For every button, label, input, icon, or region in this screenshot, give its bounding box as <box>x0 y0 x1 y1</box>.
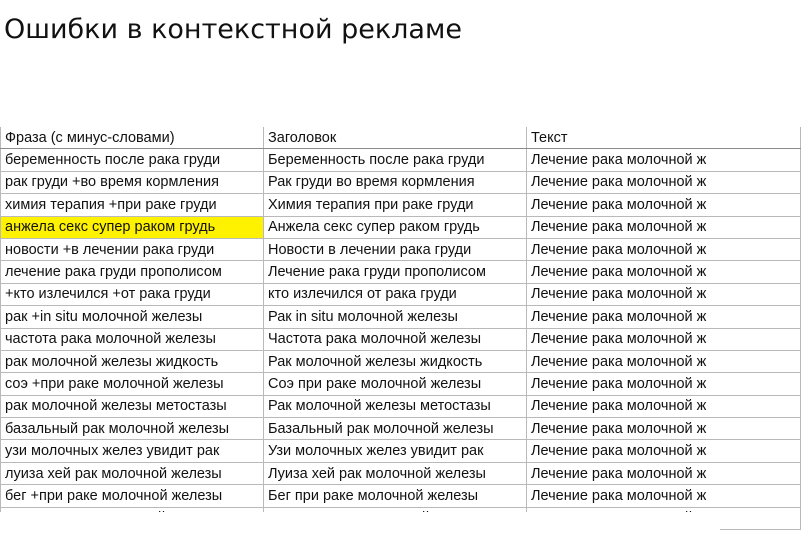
table-row <box>1 306 801 328</box>
table-row <box>1 171 801 193</box>
cell-headline[interactable]: Химия терапия при раке груди <box>264 194 527 216</box>
table-row <box>1 373 801 395</box>
cell-headline[interactable]: Беременность после рака груди <box>264 149 527 171</box>
column-header-text[interactable]: Текст <box>527 127 801 149</box>
cell-phrase[interactable]: соэ +при раке молочной железы <box>1 373 264 395</box>
cell-headline[interactable]: кто излечился от рака груди <box>264 283 527 305</box>
cell-phrase[interactable]: базальный рак молочной железы <box>1 418 264 440</box>
cell-headline[interactable]: Луиза хей рак молочной железы <box>264 462 527 484</box>
cell-ad-text[interactable]: Лечение рака молочной ж <box>527 171 801 193</box>
cell-headline[interactable]: Лечение рака груди прополисом <box>264 261 527 283</box>
table-header-row <box>1 127 801 149</box>
slide-title: Ошибки в контекстной рекламе <box>4 14 462 45</box>
table-row <box>1 350 801 372</box>
cell-phrase[interactable]: беременность после рака груди <box>1 149 264 171</box>
column-header-headline[interactable]: Заголовок <box>264 127 527 149</box>
cell-phrase[interactable]: рак груди +во время кормления <box>1 171 264 193</box>
cell-phrase[interactable]: анжела секс супер раком грудь <box>1 216 264 238</box>
cell-ad-text[interactable]: Лечение рака молочной ж <box>527 373 801 395</box>
cell-ad-text[interactable]: Лечение рака молочной ж <box>527 485 801 507</box>
cell-ad-text[interactable]: Лечение рака молочной ж <box>527 306 801 328</box>
cell-headline[interactable]: Бег при раке молочной железы <box>264 485 527 507</box>
cell-ad-text[interactable]: Лечение рака молочной ж <box>527 149 801 171</box>
cell-ad-text[interactable]: Лечение рака молочной ж <box>527 418 801 440</box>
spreadsheet-table <box>0 127 720 512</box>
cell-ad-text[interactable]: Лечение рака молочной ж <box>527 283 801 305</box>
cell-headline[interactable]: Рак молочной железы жидкость <box>264 350 527 372</box>
table-row <box>1 418 801 440</box>
cell-ad-text[interactable]: Лечение рака молочной ж <box>527 216 801 238</box>
table-row <box>1 149 801 171</box>
cell-ad-text[interactable]: Лечение рака молочной ж <box>527 238 801 260</box>
table-row <box>1 462 801 484</box>
cell-headline[interactable]: Рак in situ молочной железы <box>264 306 527 328</box>
cell-phrase[interactable]: бег +при раке молочной железы <box>1 485 264 507</box>
cell-ad-text[interactable]: Лечение рака молочной ж <box>527 261 801 283</box>
cell-ad-text[interactable]: Лечение рака молочной ж <box>527 194 801 216</box>
slide-bottom-margin <box>0 512 720 540</box>
table-row <box>1 440 801 462</box>
table-row <box>1 485 801 507</box>
cell-phrase[interactable]: +кто излечился +от рака груди <box>1 283 264 305</box>
cell-headline[interactable]: Анжела секс супер раком грудь <box>264 216 527 238</box>
ad-keywords-table <box>0 127 801 530</box>
cell-phrase[interactable]: частота рака молочной железы <box>1 328 264 350</box>
cell-phrase[interactable]: рак +in situ молочной железы <box>1 306 264 328</box>
table-row <box>1 283 801 305</box>
cell-phrase[interactable]: узи молочных желез увидит рак <box>1 440 264 462</box>
cell-headline[interactable]: Частота рака молочной железы <box>264 328 527 350</box>
cell-headline[interactable]: Соэ при раке молочной железы <box>264 373 527 395</box>
cell-headline[interactable]: Базальный рак молочной железы <box>264 418 527 440</box>
cell-phrase[interactable]: химия терапия +при раке груди <box>1 194 264 216</box>
cell-phrase[interactable]: рак молочной железы жидкость <box>1 350 264 372</box>
column-header-phrase[interactable]: Фраза (с минус-словами) <box>1 127 264 149</box>
cell-ad-text[interactable]: Лечение рака молочной ж <box>527 462 801 484</box>
cell-ad-text[interactable]: Лечение рака молочной ж <box>527 395 801 417</box>
table-row <box>1 194 801 216</box>
cell-headline[interactable]: Узи молочных желез увидит рак <box>264 440 527 462</box>
cell-headline[interactable]: Рак груди во время кормления <box>264 171 527 193</box>
cell-phrase[interactable]: лечение рака груди прополисом <box>1 261 264 283</box>
cell-headline[interactable]: Новости в лечении рака груди <box>264 238 527 260</box>
cell-ad-text[interactable]: Лечение рака молочной ж <box>527 350 801 372</box>
cell-ad-text[interactable]: Лечение рака молочной ж <box>527 440 801 462</box>
table-row <box>1 261 801 283</box>
table-row <box>1 238 801 260</box>
cell-phrase[interactable]: новости +в лечении рака груди <box>1 238 264 260</box>
cell-phrase[interactable]: рак молочной железы метостазы <box>1 395 264 417</box>
cell-phrase[interactable]: луиза хей рак молочной железы <box>1 462 264 484</box>
table-row <box>1 395 801 417</box>
cell-headline[interactable]: Рак молочной железы метостазы <box>264 395 527 417</box>
table-row <box>1 328 801 350</box>
cell-ad-text[interactable]: Лечение рака молочной ж <box>527 328 801 350</box>
table-row <box>1 216 801 238</box>
